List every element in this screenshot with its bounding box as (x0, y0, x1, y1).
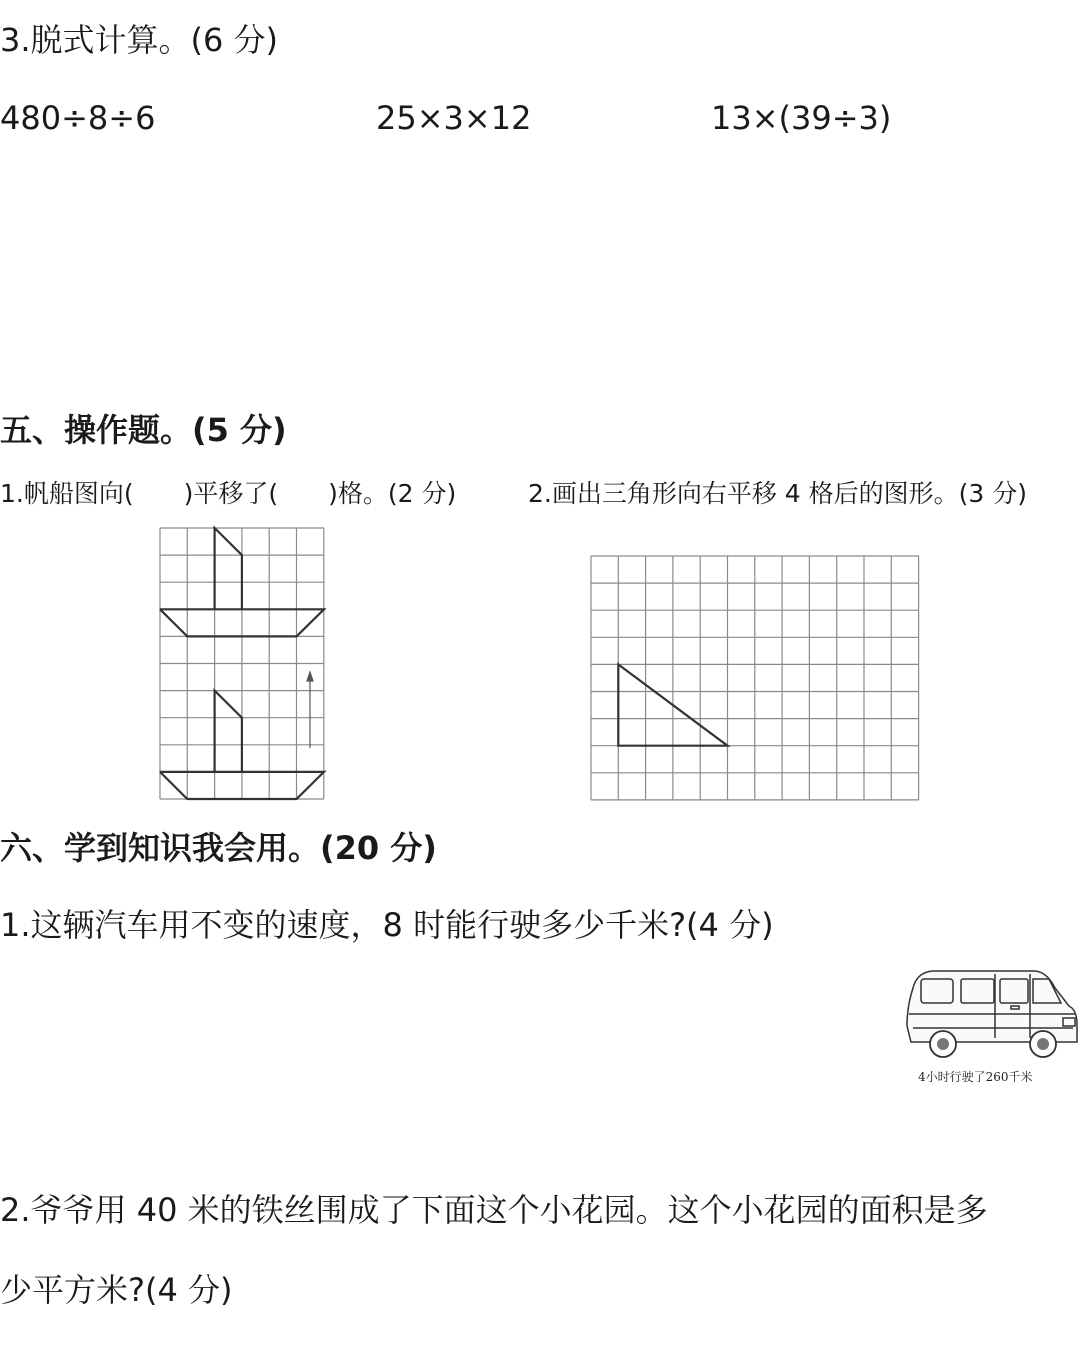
triangle-grid (591, 556, 919, 800)
expression-3: 13×(39÷3) (711, 99, 892, 137)
section5-q2: 2.画出三角形向右平移 4 格后的图形。(3 分) (528, 479, 1028, 508)
section6-title: 六、学到知识我会用。(20 分) (0, 829, 437, 867)
section5-q1: 1.帆船图向( )平移了( )格。(2 分) (0, 479, 457, 508)
van-illustration (903, 966, 1080, 1064)
car-caption: 4小时行驶了260千米 (918, 1070, 1033, 1084)
section5-title: 五、操作题。(5 分) (0, 411, 287, 449)
section6-q2-line1: 2.爷爷用 40 米的铁丝围成了下面这个小花园。这个小花园的面积是多 (0, 1191, 988, 1229)
q3-title: 3.脱式计算。(6 分) (0, 21, 279, 59)
section6-q1: 1.这辆汽车用不变的速度，8 时能行驶多少千米?(4 分) (0, 906, 774, 944)
expression-2: 25×3×12 (376, 99, 532, 137)
sailboat-grid (160, 528, 324, 800)
section6-q2-line2: 少平方米?(4 分) (0, 1271, 233, 1309)
expression-1: 480÷8÷6 (0, 99, 156, 137)
